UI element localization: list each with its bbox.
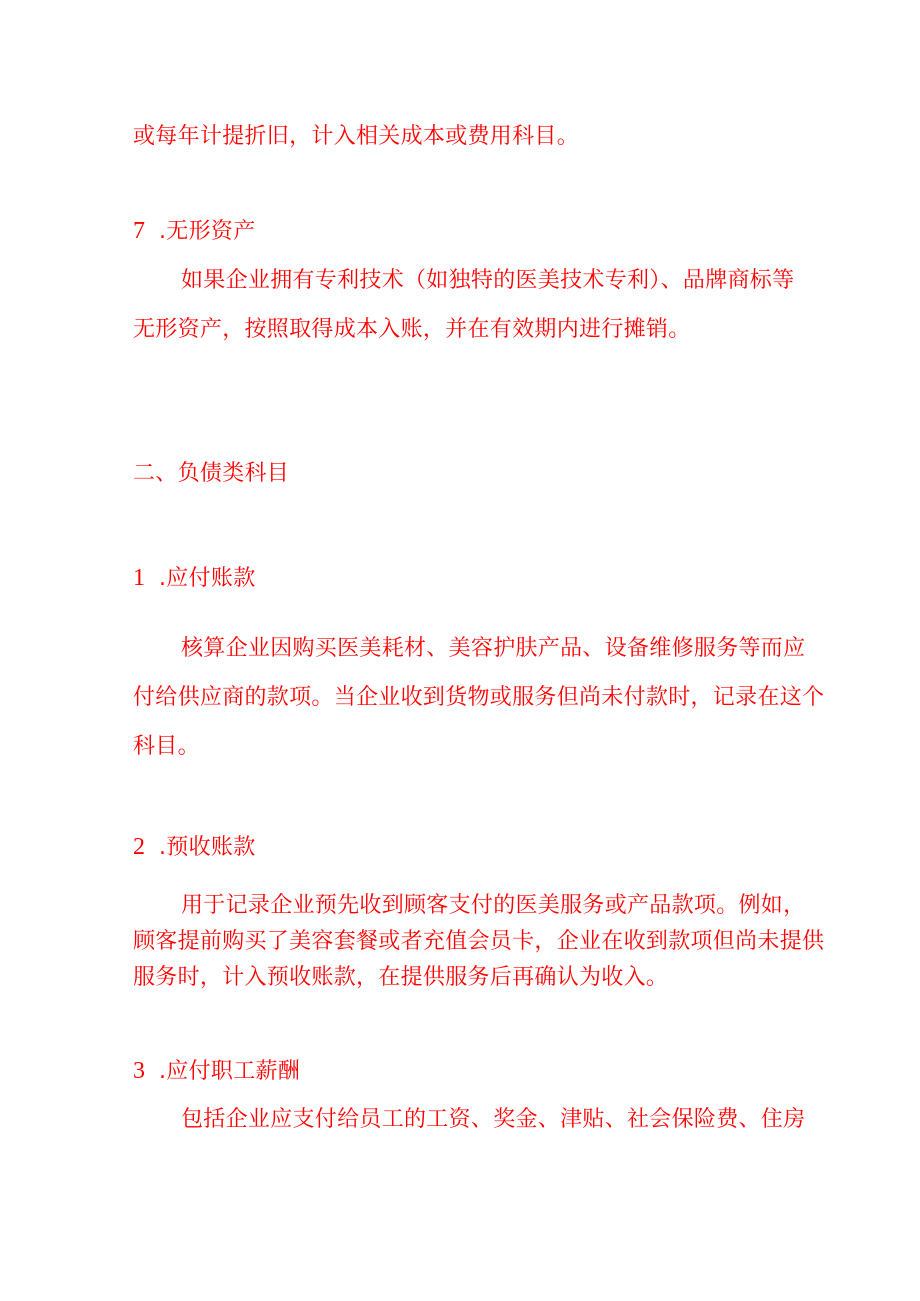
heading-accounts-payable bbox=[133, 563, 256, 594]
heading-title: .预收账款 bbox=[159, 835, 256, 860]
paragraph-line: 科目。 bbox=[133, 734, 200, 759]
paragraph-line: 顾客提前购买了美容套餐或者充值会员卡，企业在收到款项但尚未提供 bbox=[133, 929, 825, 954]
paragraph-line: 用于记录企业预先收到顾客支付的医美服务或产品款项。例如， bbox=[181, 893, 806, 918]
heading-employee-compensation bbox=[133, 1056, 300, 1087]
paragraph-line: 包括企业应支付给员工的工资、奖金、津贴、社会保险费、住房 bbox=[181, 1107, 806, 1132]
heading-number: 7 bbox=[133, 218, 146, 244]
paragraph-line: 付给供应商的款项。当企业收到货物或服务但尚未付款时，记录在这个 bbox=[133, 685, 825, 710]
paragraph-line: 或每年计提折旧，计入相关成本或费用科目。 bbox=[133, 124, 580, 149]
heading-title: .无形资产 bbox=[159, 219, 256, 244]
heading-advance-receipts bbox=[133, 832, 256, 863]
paragraph-line: 服务时，计入预收账款，在提供服务后再确认为收入。 bbox=[133, 965, 669, 990]
heading-number: 3 bbox=[133, 1058, 146, 1084]
section-heading-liabilities: 二、负债类科目 bbox=[133, 461, 290, 486]
heading-intangible-assets bbox=[133, 216, 256, 247]
heading-number: 1 bbox=[133, 565, 146, 591]
paragraph-line: 如果企业拥有专利技术（如独特的医美技术专利）、品牌商标等 bbox=[181, 268, 795, 293]
heading-number: 2 bbox=[133, 834, 146, 860]
heading-title: .应付职工薪酬 bbox=[159, 1059, 301, 1084]
heading-title: .应付账款 bbox=[159, 566, 256, 591]
paragraph-line: 无形资产，按照取得成本入账，并在有效期内进行摊销。 bbox=[133, 317, 691, 342]
paragraph-line: 核算企业因购买医美耗材、美容护肤产品、设备维修服务等而应 bbox=[181, 636, 806, 661]
